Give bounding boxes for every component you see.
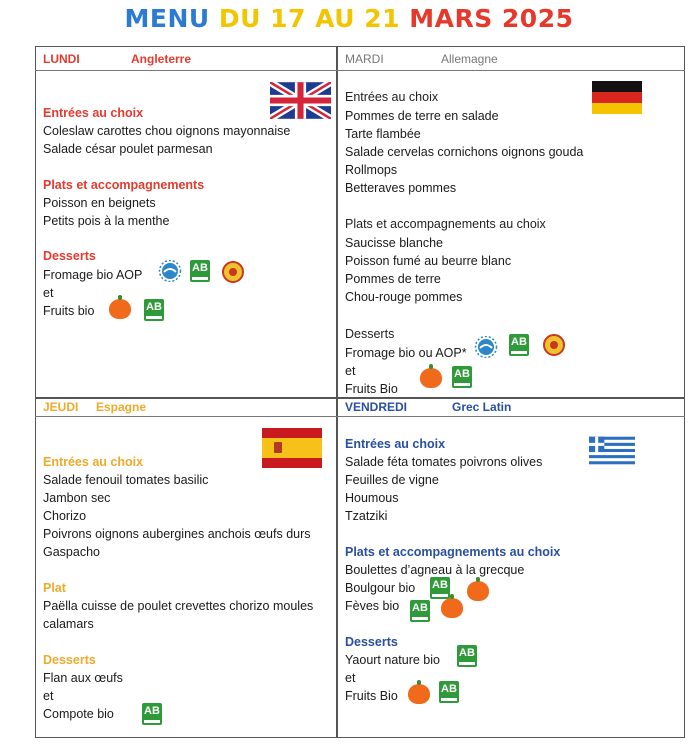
day-lundi: LUNDI bbox=[43, 52, 80, 66]
mardi-entree-item: Pommes de terre en salade bbox=[345, 109, 499, 123]
lundi-plat-item: Poisson en beignets bbox=[43, 196, 156, 210]
mardi-entree-item: Tarte flambée bbox=[345, 127, 421, 141]
country-grec-latin: Grec Latin bbox=[452, 400, 512, 414]
uk-flag-icon bbox=[270, 82, 331, 119]
germany-flag-icon bbox=[592, 81, 642, 114]
jeudi-entrees-title: Entrées au choix bbox=[43, 455, 144, 469]
greece-flag-icon bbox=[589, 436, 635, 465]
country-angleterre: Angleterre bbox=[131, 52, 192, 66]
fruit-label-icon bbox=[420, 368, 442, 388]
mardi-plat-item: Saucisse blanche bbox=[345, 236, 443, 250]
jeudi-dessert-item: Compote bio bbox=[43, 707, 114, 721]
ab-bio-icon: AB bbox=[439, 681, 459, 703]
mardi-dessert-item: Fromage bio ou AOP* bbox=[345, 346, 467, 360]
lundi-plats-title: Plats et accompagnements bbox=[43, 178, 205, 192]
jeudi-dessert-item: Flan aux œufs bbox=[43, 671, 123, 685]
ab-bio-icon: AB bbox=[430, 577, 450, 599]
ab-bio-icon: AB bbox=[457, 645, 477, 667]
lundi-dessert-item: Fromage bio AOP bbox=[43, 268, 143, 282]
lundi-entree-item: Coleslaw carottes chou oignons mayonnaise bbox=[43, 124, 291, 138]
mardi-entree-item: Rollmops bbox=[345, 163, 398, 177]
lundi-entrees-title: Entrées au choix bbox=[43, 106, 144, 120]
vendredi-desserts-title: Desserts bbox=[345, 635, 398, 649]
mardi-plat-item: Poisson fumé au beurre blanc bbox=[345, 254, 512, 268]
mardi-entree-item: Betteraves pommes bbox=[345, 181, 457, 195]
mardi-dessert-item: Fruits Bio bbox=[345, 382, 398, 396]
vendredi-dessert-item: et bbox=[345, 671, 356, 685]
ab-bio-icon: AB bbox=[509, 334, 529, 356]
jeudi-entree-item: Gaspacho bbox=[43, 545, 100, 559]
menu-title: MENU DU 17 AU 21 MARS 2025 bbox=[124, 4, 574, 33]
lundi-dessert-item: et bbox=[43, 286, 54, 300]
vendredi-plat-item: Boulgour bio bbox=[345, 581, 416, 595]
sea-label-icon bbox=[474, 336, 498, 358]
ab-bio-icon: AB bbox=[142, 703, 162, 725]
vendredi-plat-item: Boulettes d’agneau à la grecque bbox=[345, 563, 525, 577]
mardi-desserts-title: Desserts bbox=[345, 327, 395, 341]
day-mardi: MARDI bbox=[345, 52, 384, 66]
jeudi-entree-item: Salade fenouil tomates basilic bbox=[43, 473, 209, 487]
lundi-dessert-item: Fruits bio bbox=[43, 304, 95, 318]
lundi-plat-item: Petits pois à la menthe bbox=[43, 214, 170, 228]
country-allemagne: Allemagne bbox=[441, 52, 498, 66]
vendredi-entree-item: Feuilles de vigne bbox=[345, 473, 439, 487]
fruit-label-icon bbox=[467, 581, 489, 601]
vendredi-dessert-item: Fruits Bio bbox=[345, 689, 398, 703]
header-divider-top bbox=[35, 70, 685, 71]
mardi-entrees-title: Entrées au choix bbox=[345, 90, 439, 104]
vendredi-entree-item: Salade féta tomates poivrons olives bbox=[345, 455, 543, 469]
jeudi-plats-title: Plat bbox=[43, 581, 66, 595]
vendredi-dessert-item: Yaourt nature bio bbox=[345, 653, 440, 667]
ab-bio-icon: AB bbox=[410, 600, 430, 622]
mardi-dessert-item: et bbox=[345, 364, 356, 378]
jeudi-plat-item: calamars bbox=[43, 617, 94, 631]
fruit-label-icon bbox=[441, 598, 463, 618]
fruit-label-icon bbox=[408, 684, 430, 704]
mardi-plats-title: Plats et accompagnements au choix bbox=[345, 217, 546, 231]
ab-bio-icon: AB bbox=[144, 299, 164, 321]
lundi-desserts-title: Desserts bbox=[43, 249, 96, 263]
country-espagne: Espagne bbox=[96, 400, 147, 414]
vendredi-entree-item: Houmous bbox=[345, 491, 399, 505]
aop-seal-icon bbox=[543, 334, 565, 356]
jeudi-desserts-title: Desserts bbox=[43, 653, 96, 667]
ab-bio-icon: AB bbox=[452, 366, 472, 388]
vendredi-plats-title: Plats et accompagnements au choix bbox=[345, 545, 561, 559]
jeudi-dessert-item: et bbox=[43, 689, 54, 703]
aop-seal-icon bbox=[222, 261, 244, 283]
jeudi-entree-item: Jambon sec bbox=[43, 491, 111, 505]
mardi-plat-item: Pommes de terre bbox=[345, 272, 441, 286]
column-divider bbox=[336, 46, 338, 738]
jeudi-plat-item: Paëlla cuisse de poulet crevettes chorizo moules bbox=[43, 599, 314, 613]
mardi-entree-item: Salade cervelas cornichons oignons gouda bbox=[345, 145, 584, 159]
spain-flag-icon bbox=[262, 428, 322, 468]
ab-bio-icon: AB bbox=[190, 260, 210, 282]
row-divider bbox=[35, 397, 685, 399]
fruit-label-icon bbox=[109, 299, 131, 319]
sea-label-icon bbox=[158, 260, 182, 282]
jeudi-entree-item: Poivrons oignons aubergines anchois œufs durs bbox=[43, 527, 311, 541]
mardi-plat-item: Chou-rouge pommes bbox=[345, 290, 463, 304]
day-vendredi: VENDREDI bbox=[345, 400, 408, 414]
day-jeudi: JEUDI bbox=[43, 400, 79, 414]
vendredi-entrees-title: Entrées au choix bbox=[345, 437, 446, 451]
vendredi-entree-item: Tzatziki bbox=[345, 509, 388, 523]
vendredi-plat-item: Fèves bio bbox=[345, 599, 400, 613]
jeudi-entree-item: Chorizo bbox=[43, 509, 87, 523]
header-divider-bottom bbox=[35, 416, 685, 417]
lundi-entree-item: Salade césar poulet parmesan bbox=[43, 142, 213, 156]
